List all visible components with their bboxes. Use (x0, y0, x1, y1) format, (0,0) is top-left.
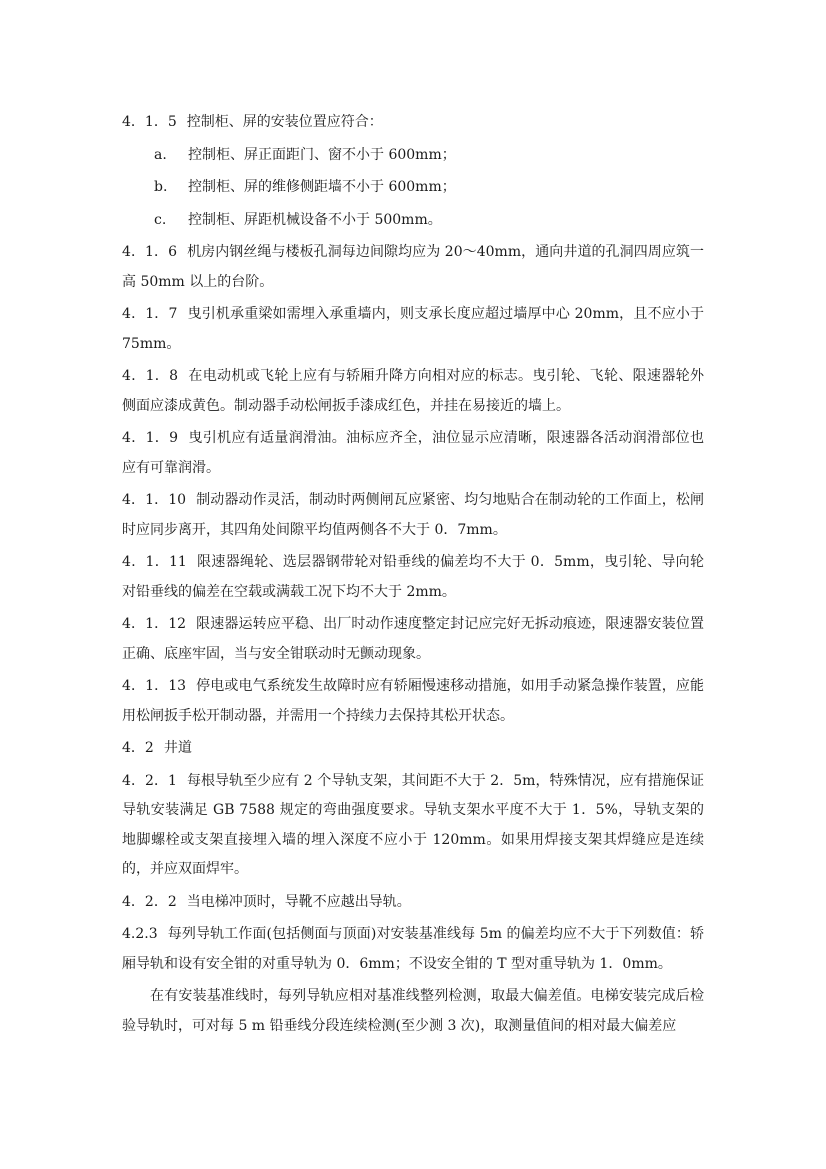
clause-number: 4．1．6 (122, 244, 177, 260)
sub-item-c (154, 206, 704, 236)
clause-4-2-3 (122, 920, 704, 979)
clause-4-1-7 (122, 300, 704, 359)
clause-4-1-12 (122, 610, 704, 669)
clause-text: 在电动机或飞轮上应有与轿厢升降方向相对应的标志。曳引轮、飞轮、限速器轮外侧面应漆成黄色。制动器手动松闸扳手漆成红色，并挂在易接近的墙上。 (122, 368, 704, 414)
sub-item-marker: c. (154, 211, 167, 228)
clause-number: 4．1．10 (122, 492, 187, 508)
clause-number: 4．1．11 (122, 554, 187, 570)
clause-text: 每根导轨至少应有 2 个导轨支架，其间距不大于 2．5m，特殊情况，应有措施保证导轨安装满足 GB 7588 规定的弯曲强度要求。导轨支架水平度不大于 1．5%，导轨支架的地脚螺栓或支架直接埋入墙的埋入深度不应小于 120mm。如果用焊接支架其焊缝应是连续的，并应双面焊牢。 (122, 772, 704, 877)
sub-item-marker: a. (154, 146, 167, 163)
section-title: 井道 (163, 740, 192, 756)
sub-item-text: 控制柜、屏的维修侧距墙不小于 600mm； (188, 179, 456, 195)
clause-text: 曳引机应有适量润滑油。油标应齐全，油位显示应清晰，限速器各活动润滑部位也应有可靠润滑。 (122, 430, 704, 476)
sub-item-b (154, 173, 704, 203)
clause-4-2-2 (122, 888, 704, 918)
clause-4-1-8 (122, 362, 704, 421)
clause-4-1-11 (122, 548, 704, 607)
clause-text: 控制柜、屏的安装位置应符合： (186, 114, 383, 130)
clause-number: 4．1．13 (122, 678, 187, 694)
paragraph-text: 在有安装基准线时，每列导轨应相对基准线整列检测，取最大偏差值。电梯安装完成后检验导轨时，可对每 5 m 铅垂线分段连续检测(至少测 3 次)，取测量值间的相对最大偏差应 (122, 988, 704, 1034)
clause-number: 4．1．9 (122, 430, 179, 446)
paragraph-continuation (122, 982, 704, 1041)
clause-4-2-1 (122, 767, 704, 885)
clause-text: 当电梯冲顶时，导靴不应越出导轨。 (186, 893, 411, 910)
clause-number: 4.2.3 (122, 926, 158, 942)
clause-4-1-13 (122, 672, 704, 731)
clause-number: 4．2．1 (122, 772, 177, 789)
sub-item-a (154, 141, 704, 171)
clause-text: 停电或电气系统发生故障时应有轿厢慢速移动措施，如用手动紧急操作装置，应能用松闸扳手松开制动器，并需用一个持续力去保持其松开状态。 (122, 678, 704, 724)
clause-4-1-9 (122, 424, 704, 483)
sub-item-marker: b. (154, 179, 168, 195)
clause-text: 限速器运转应平稳、出厂时动作速度整定封记应完好无拆动痕迹，限速器安装位置正确、底座牢固，当与安全钳联动时无颤动现象。 (122, 616, 704, 662)
clause-text: 制动器动作灵活，制动时两侧闸瓦应紧密、均匀地贴合在制动轮的工作面上，松闸时应同步离开，其四角处间隙平均值两侧各不大于 0．7mm。 (122, 492, 704, 538)
sub-item-text: 控制柜、屏距机械设备不小于 500mm。 (188, 211, 442, 228)
clause-number: 4．1．8 (122, 368, 179, 384)
clause-number: 4．2．2 (122, 893, 177, 910)
clause-4-1-6 (122, 238, 704, 297)
section-heading-4-2 (122, 734, 704, 764)
clause-text: 每列导轨工作面(包括侧面与顶面)对安装基准线每 5m 的偏差均应不大于下列数值：轿厢导轨和设有安全钳的对重导轨为 0．6mm；不设安全钳的 T 型对重导轨为 1．0mm。 (122, 926, 704, 972)
clause-4-1-5 (122, 108, 704, 138)
clause-number: 4．1．12 (122, 616, 187, 632)
clause-4-1-10 (122, 486, 704, 545)
sub-item-text: 控制柜、屏正面距门、窗不小于 600mm； (188, 146, 456, 163)
clause-number: 4．1．7 (122, 306, 178, 322)
section-number: 4．2 (122, 740, 154, 756)
clause-number: 4．1．5 (122, 114, 177, 130)
document-body (122, 108, 704, 1044)
clause-text: 曳引机承重梁如需埋入承重墙内，则支承长度应超过墙厚中心 20mm，且不应小于 75mm。 (122, 306, 704, 352)
clause-text: 限速器绳轮、选层器钢带轮对铅垂线的偏差均不大于 0．5mm，曳引轮、导向轮对铅垂线的偏差在空载或满载工况下均不大于 2mm。 (122, 554, 704, 600)
clause-text: 机房内钢丝绳与楼板孔洞每边间隙均应为 20～40mm，通向井道的孔洞四周应筑一高 50mm 以上的台阶。 (122, 244, 704, 290)
